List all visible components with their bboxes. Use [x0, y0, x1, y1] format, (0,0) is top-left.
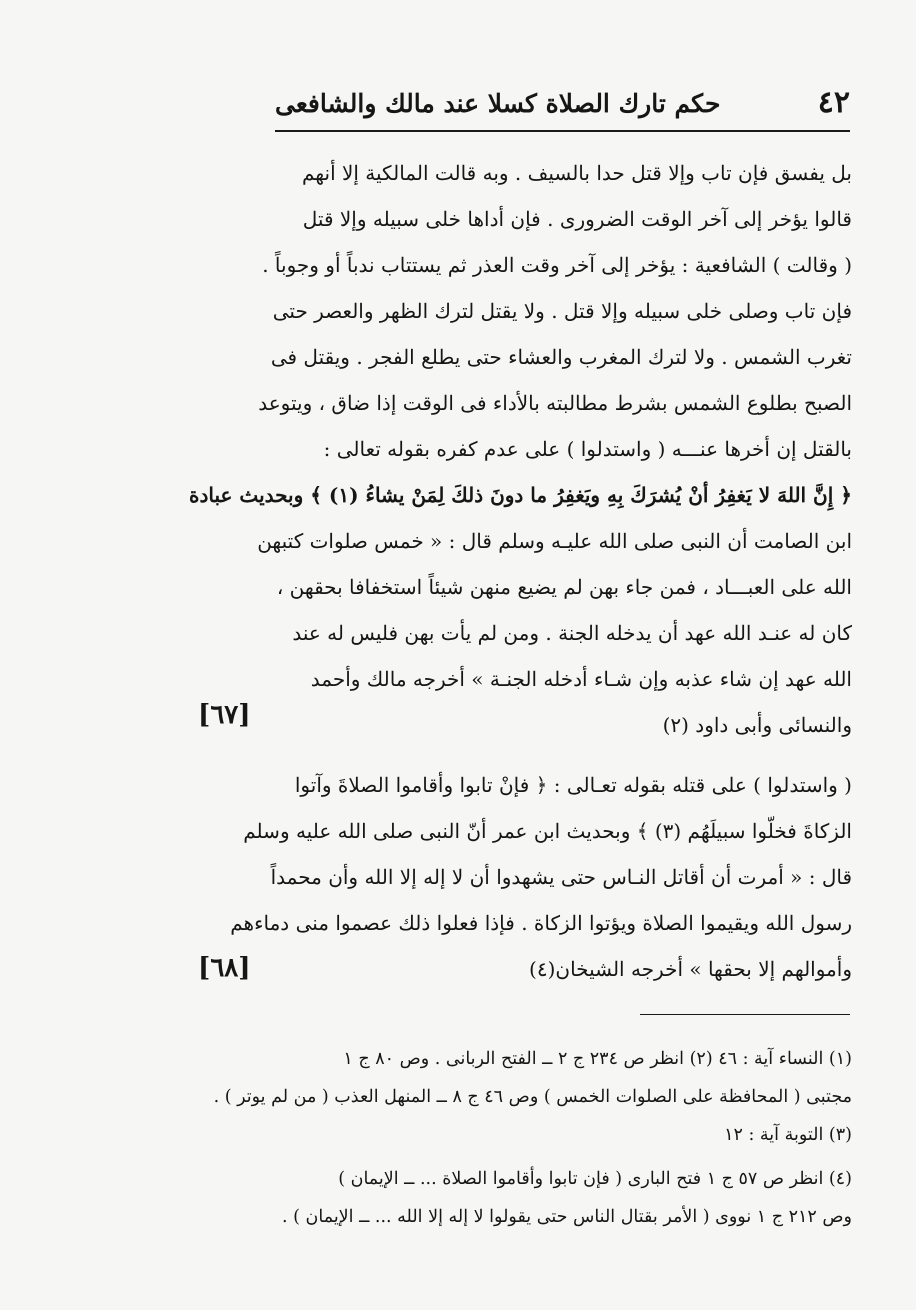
paragraph-2 [160, 762, 852, 992]
text-line: كان له عنـد الله عهد أن يدخله الجنة . ومن لم يأت بهن فليس له عند [292, 621, 852, 645]
footnote-line: (١) النساء آية : ٤٦ (٢) انظر ص ٢٣٤ ج ٢ ــ الفتح الربانى . وص ٨٠ ج ١ [343, 1049, 852, 1069]
quran-verse-line: ﴿ إِنَّ اللهَ لا يَغفِرُ أنْ يُشرَكَ بِهِ ويَغفِرُ ما دونَ ذلكَ لِمَنْ يشاءُ (١) ﴾ وبحديث عبادة [189, 483, 852, 507]
text-line: فإن تاب وصلى خلى سبيله وإلا قتل . ولا يقتل لترك الظهر والعصر حتى [272, 299, 852, 323]
text-line: قالوا يؤخر إلى آخر الوقت الضرورى . فإن أداها خلى سبيله وإلا قتل [302, 207, 852, 231]
paragraph-1 [160, 150, 852, 748]
text-line: ( وقالت ) الشافعية : يؤخر إلى آخر وقت العذر ثم يستتاب ندباً أو وجوباً . [262, 253, 852, 277]
footnote-rule [640, 1014, 850, 1015]
text-line: الله على العبـــاد ، فمن جاء بهن لم يضيع منهن شيئاً استخفافا بحقهن ، [276, 575, 852, 599]
text-line: وأموالهم إلا بحقها » أخرجه الشيخان(٤) [529, 957, 852, 981]
text-line: والنسائى وأبى داود (٢) [662, 713, 852, 737]
text-line: الزكاةَ فخلّوا سبيلَهُم (٣) ﴾ وبحديث ابن عمر أنّ النبى صلى الله عليه وسلم [243, 819, 852, 843]
text-line: ابن الصامت أن النبى صلى الله عليـه وسلم قال : « خمس صلوات كتبهن [257, 529, 852, 553]
footnote-line: (٤) انظر ص ٥٧ ج ١ فتح البارى ( فإن تابوا وأقاموا الصلاة ... ــ الإيمان ) [338, 1169, 852, 1189]
page-header [275, 83, 850, 127]
footnote-line: وص ٢١٢ ج ١ نووى ( الأمر بقتال الناس حتى يقولوا لا إله إلا الله ... ــ الإيمان ) . [282, 1207, 852, 1227]
page-number: ٤٢ [817, 85, 850, 120]
text-line: الله عهد إن شاء عذبه وإن شـاء أدخله الجنـة » أخرجه مالك وأحمد [310, 667, 852, 691]
text-line: قال : « أمرت أن أقاتل النـاس حتى يشهدوا أن لا إله إلا الله وأن محمداً [270, 865, 852, 889]
reference-number: [٦٨] [198, 953, 251, 983]
footnote-line: (٣) التوبة آية : ١٢ [724, 1125, 852, 1145]
footnotes [160, 1040, 852, 1236]
reference-number: [٦٧] [198, 700, 251, 730]
text-line: ( واستدلوا ) على قتله بقوله تعـالى : ﴿ فإنْ تابوا وأقاموا الصلاةَ وآتوا [294, 773, 852, 797]
header-rule [275, 130, 850, 132]
footnote-line: مجتبى ( المحافظة على الصلوات الخمس ) وص ٤٦ ج ٨ ــ المنهل العذب ( من لم يوتر ) . [213, 1087, 852, 1107]
text-line: رسول الله ويقيموا الصلاة ويؤتوا الزكاة . فإذا فعلوا ذلك عصموا منى دماءهم [230, 911, 852, 935]
text-line: تغرب الشمس . ولا لترك المغرب والعشاء حتى يطلع الفجر . ويقتل فى [270, 345, 852, 369]
text-line: بالقتل إن أخرها عنـــه ( واستدلوا ) على عدم كفره بقوله تعالى : [323, 437, 852, 461]
text-line: الصبح بطلوع الشمس بشرط مطالبته بالأداء فى الوقت إذا ضاق ، ويتوعد [258, 391, 852, 415]
text-line: بل يفسق فإن تاب وإلا قتل حدا بالسيف . وبه قالت المالكية إلا أنهم [301, 161, 852, 185]
running-title: حكم تارك الصلاة كسلا عند مالك والشافعى [275, 89, 721, 118]
